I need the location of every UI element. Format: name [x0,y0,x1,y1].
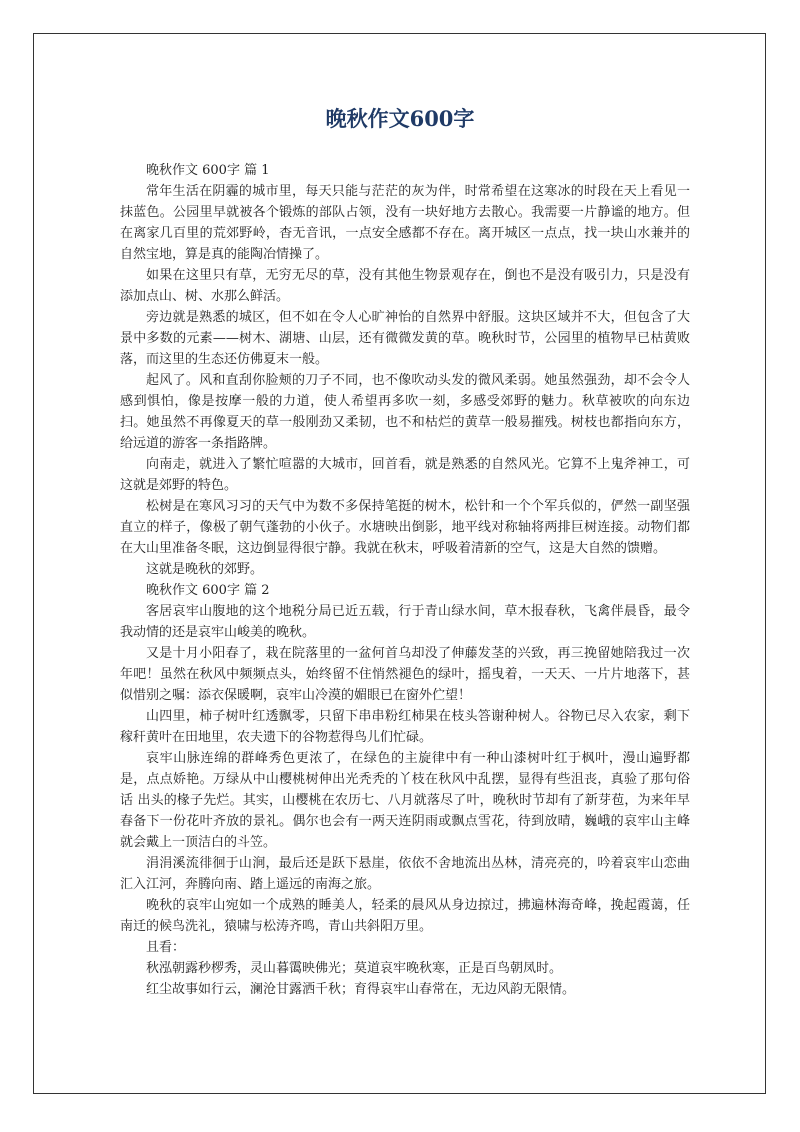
paragraph: 如果在这里只有草，无穷无尽的草，没有其他生物景观存在，倒也不是没有吸引力，只是没有添加点山、树、水那么鲜活。 [120,268,690,304]
paragraph: 晚秋的哀牢山宛如一个成熟的睡美人，轻柔的晨风从身边掠过，拂遍林海奇峰，挽起霞蔼，任南迁的候鸟洗礼，猿啸与松涛齐鸣，青山共斜阳万里。 [120,898,690,934]
paragraph: 客居哀牢山腹地的这个地税分局已近五载，行于青山绿水间，草木报春秋，飞禽伴晨昏，最令我动情的还是哀牢山峻美的晚秋。 [120,604,690,640]
paragraph: 常年生活在阴霾的城市里，每天只能与茫茫的灰为伴，时常希望在这寒冰的时段在天上看见一抹蓝色。公园里早就被各个锻炼的部队占领，没有一块好地方去散心。我需要一片静谧的地方。但在离家几百里的荒郊野岭，杳无音讯，一点安全感都不存在。离开城区一点点，找一块山水兼并的自然宝地，算是真的能陶冶情操了。 [120,184,690,262]
poem-line: 红尘故事如行云，澜沧甘露洒千秋；育得哀牢山春常在，无边风韵无限情。 [146,982,576,997]
paragraph: 松树是在寒风习习的天气中为数不多保持笔挺的树木，松针和一个个军兵似的，俨然一副坚强直立的样子，像极了朝气蓬勃的小伙子。水塘映出倒影，地平线对称轴将两排巨树连接。动物们都在大山里准备冬眠，这边倒显得很宁静。我就在秋末，呼吸着清新的空气，这是大自然的馈赠。 [120,499,690,556]
paragraph: 又是十月小阳春了，栽在院落里的一盆何首乌却没了伸藤发茎的兴致，再三挽留她陪我过一次年吧！虽然在秋风中频频点头，始终留不住悄然褪色的绿叶，摇曳着，一天天、一片片地落下，甚似惜别之嘱：添衣保暖啊，哀牢山冷漠的媚眼已在窗外伫望！ [120,646,690,703]
section-heading-2: 晚秋作文 600字 篇 2 [146,583,270,598]
document-title: 晚秋作文600字 [325,106,475,131]
document-body [120,160,690,1000]
paragraph: 山四里，柿子树叶红透飘零，只留下串串粉红柿果在枝头答谢种树人。谷物已尽入农家，剩下稼秆黄叶在田地里，农夫遗下的谷物惹得鸟儿们忙碌。 [120,709,690,745]
paragraph: 涓涓溪流徘徊于山涧，最后还是跃下悬崖，依依不舍地流出丛林，清亮亮的，吟着哀牢山恋曲汇入江河，奔腾向南、踏上遥远的南海之旅。 [120,856,690,892]
paragraph: 哀牢山脉连绵的群峰秀色更浓了，在绿色的主旋律中有一种山漆树叶红于枫叶，漫山遍野都是，点点娇艳。万绿从中山樱桃树伸出光秃秃的丫枝在秋风中乱摆，显得有些沮丧，真验了那句俗话 出头的椽子先烂。其实，山樱桃在农历七、八月就落尽了叶，晚秋时节却有了新芽苞，为来年早春备下一份花叶齐放的景礼。偶尔也会有一两天连阴雨或飘点雪花，待到放晴，巍峨的哀牢山主峰就会戴上一顶洁白的斗笠。 [120,751,690,850]
paragraph: 这就是晚秋的郊野。 [146,562,264,577]
paragraph: 向南走，就进入了繁忙喧嚣的大城市，回首看，就是熟悉的自然风光。它算不上鬼斧神工，可这就是郊野的特色。 [120,457,690,493]
paragraph: 旁边就是熟悉的城区，但不如在令人心旷神怡的自然界中舒服。这块区域并不大，但包含了大景中多数的元素——树木、湖塘、山层，还有微微发黄的草。晚秋时节，公园里的植物早已枯黄败落，而这里的生态还仿佛夏末一般。 [120,310,690,367]
paragraph: 且看： [146,940,186,955]
section-heading-1: 晚秋作文 600字 篇 1 [146,163,270,178]
poem-line: 秋泓朝露秒椤秀，灵山暮霭映佛光；莫道哀牢晚秋寒，正是百鸟朝凤时。 [146,961,563,976]
paragraph: 起风了。风和直刮你脸颊的刀子不同，也不像吹动头发的微风柔弱。她虽然强劲，却不会令人感到惧怕，像是按摩一般的力道，使人希望再多吹一刻，多感受郊野的魅力。秋草被吹的向东边扫。她虽然不再像夏天的草一般刚劲又柔韧，也不和枯烂的黄草一般易摧残。树枝也都指向东方，给远道的游客一条指路牌。 [120,373,690,451]
